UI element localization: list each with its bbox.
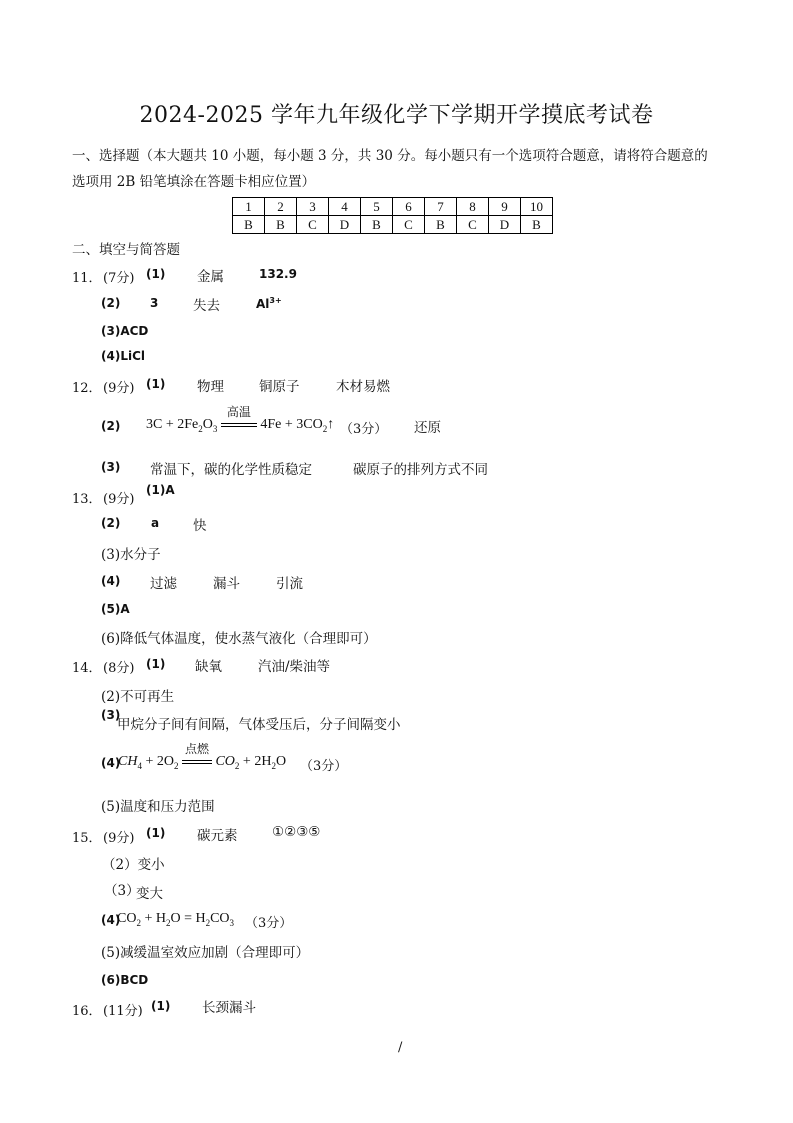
key-answer: B [521, 216, 553, 234]
answer-key-table [232, 197, 553, 234]
q14-label: 14． [72, 661, 102, 676]
page-title: 2024-2025 学年九年级化学下学期开学摸底考试卷 [139, 103, 654, 128]
section1-instructions-line2: 选项用 2B 铅笔填涂在答题卡相应位置） [72, 174, 316, 190]
key-number: 5 [361, 198, 393, 216]
q12-part2-answer-b: 还原 [414, 420, 441, 436]
q16-part1-answer: 长颈漏斗 [202, 1000, 256, 1016]
key-number: 4 [329, 198, 361, 216]
q15-eq-score: （3分） [245, 916, 293, 931]
q14-equation: $CH_4 + 2O_2$ 点燃 $CO_2 + 2H_2O$ [118, 742, 287, 771]
q12-part1-answer-c: 木材易燃 [336, 379, 390, 395]
q13-part4-number: (4) [101, 574, 121, 588]
q14-part1-answer-a: 缺氧 [195, 659, 222, 675]
q15-part1-answer-b: ①②③⑤ [272, 824, 321, 840]
q12-label: 12． [72, 381, 102, 396]
key-answer: B [361, 216, 393, 234]
key-answer: C [457, 216, 489, 234]
key-number: 2 [265, 198, 297, 216]
q15-part4-number: (4) [101, 913, 121, 927]
q11-part2-answer-a: 3 [150, 296, 159, 310]
q11-score: (7分) [103, 271, 135, 286]
key-answer: C [297, 216, 329, 234]
q12-part1-answer-a: 物理 [197, 379, 224, 395]
key-number: 3 [297, 198, 329, 216]
q13-part1: (1)A [146, 483, 175, 497]
q12-part2-number: (2) [101, 419, 121, 433]
q12-part1-number: (1) [146, 377, 166, 391]
q12-part3-answer-b: 碳原子的排列方式不同 [353, 462, 488, 478]
q13-part2-answer-b: 快 [193, 518, 207, 534]
key-answer: B [425, 216, 457, 234]
q13-part2-number: (2) [101, 516, 121, 530]
q11-label: 11． [72, 271, 102, 286]
section2-heading: 二、填空与简答题 [72, 242, 180, 258]
q12-score: (9分) [103, 381, 135, 396]
key-answer: C [393, 216, 425, 234]
q11-part4: (4)LiCl [101, 349, 145, 363]
q16-score: (11分) [103, 1004, 143, 1019]
q12-part3-answer-a: 常温下，碳的化学性质稳定 [150, 462, 312, 478]
q13-label: 13． [72, 492, 102, 507]
q11-part3: (3)ACD [101, 324, 149, 338]
q15-part1-number: (1) [146, 826, 166, 840]
q13-part5: (5)A [101, 602, 130, 616]
q14-part3-number: (3) [101, 708, 121, 722]
answer-key-answers-row [233, 216, 553, 234]
q15-score: (9分) [103, 831, 135, 846]
answer-key-numbers-row [233, 198, 553, 216]
key-answer: B [233, 216, 265, 234]
q16-label: 16． [72, 1004, 102, 1019]
q13-part3: (3)水分子 [101, 547, 161, 563]
q15-part5: (5)减缓温室效应加剧（合理即可） [101, 945, 310, 961]
q13-part6: (6)降低气体温度，使水蒸气液化（合理即可） [101, 631, 377, 647]
q11-part2-answer-b: 失去 [193, 298, 220, 314]
q12-eq-left: 3C + 2Fe [146, 417, 199, 432]
q11-part1-answer-a: 金属 [197, 269, 224, 285]
q12-eq-score: （3分） [340, 422, 388, 437]
key-answer: B [265, 216, 297, 234]
q15-part2: （2）变小 [102, 857, 165, 873]
q14-score: (8分) [103, 661, 135, 676]
q11-part2-number: (2) [101, 296, 121, 310]
q15-part3-number: （3） [104, 883, 140, 899]
q12-eq-condition: 高温 [221, 417, 257, 433]
q14-part5: (5)温度和压力范围 [101, 799, 215, 815]
key-answer: D [329, 216, 361, 234]
q14-part4-number: (4) [101, 756, 121, 770]
q14-eq-score: （3分） [300, 759, 348, 774]
q12-part1-answer-b: 铜原子 [259, 379, 300, 395]
q13-part4-answer-a: 过滤 [150, 576, 177, 592]
q15-part3-answer: 变大 [136, 886, 163, 902]
page-footer-mark: / [398, 1040, 403, 1055]
key-number: 9 [489, 198, 521, 216]
q13-part2-answer-a: a [151, 516, 160, 530]
key-number: 1 [233, 198, 265, 216]
q15-equation: $CO_2 + H_2O = H_2CO_3$ [117, 911, 235, 928]
q14-part1-answer-b: 汽油/柴油等 [258, 659, 331, 675]
q14-eq-condition: 点燃 [182, 754, 212, 770]
q12-eq-right: 4Fe + 3CO [260, 417, 323, 432]
q13-part4-answer-c: 引流 [276, 576, 303, 592]
key-number: 6 [393, 198, 425, 216]
key-answer: D [489, 216, 521, 234]
q12-equation: $3C + 2Fe_2O_3$ 高温 $4Fe + 3CO_2↑$ [146, 405, 335, 434]
section1-instructions-line1: 一、选择题（本大题共 10 小题，每小题 3 分，共 30 分。每小题只有一个选项符合题意，请将符合题意的 [72, 148, 708, 164]
key-number: 8 [457, 198, 489, 216]
key-number: 10 [521, 198, 553, 216]
q15-part1-answer-a: 碳元素 [197, 828, 238, 844]
q12-part3-number: (3) [101, 460, 121, 474]
q14-part3-answer: 甲烷分子间有间隔，气体受压后，分子间隔变小 [117, 717, 401, 733]
q11-part1-answer-b: 132.9 [259, 267, 297, 281]
q13-part4-answer-b: 漏斗 [213, 576, 240, 592]
q16-part1-number: (1) [151, 999, 171, 1013]
key-number: 7 [425, 198, 457, 216]
q14-part2: (2)不可再生 [101, 689, 175, 705]
q15-label: 15． [72, 831, 102, 846]
q11-part1-number: (1) [146, 267, 166, 281]
q15-part6: (6)BCD [101, 973, 149, 987]
q13-score: (9分) [103, 492, 135, 507]
q11-part2-answer-c: $Al^{3+}$ [256, 296, 282, 311]
q14-part1-number: (1) [146, 657, 166, 671]
